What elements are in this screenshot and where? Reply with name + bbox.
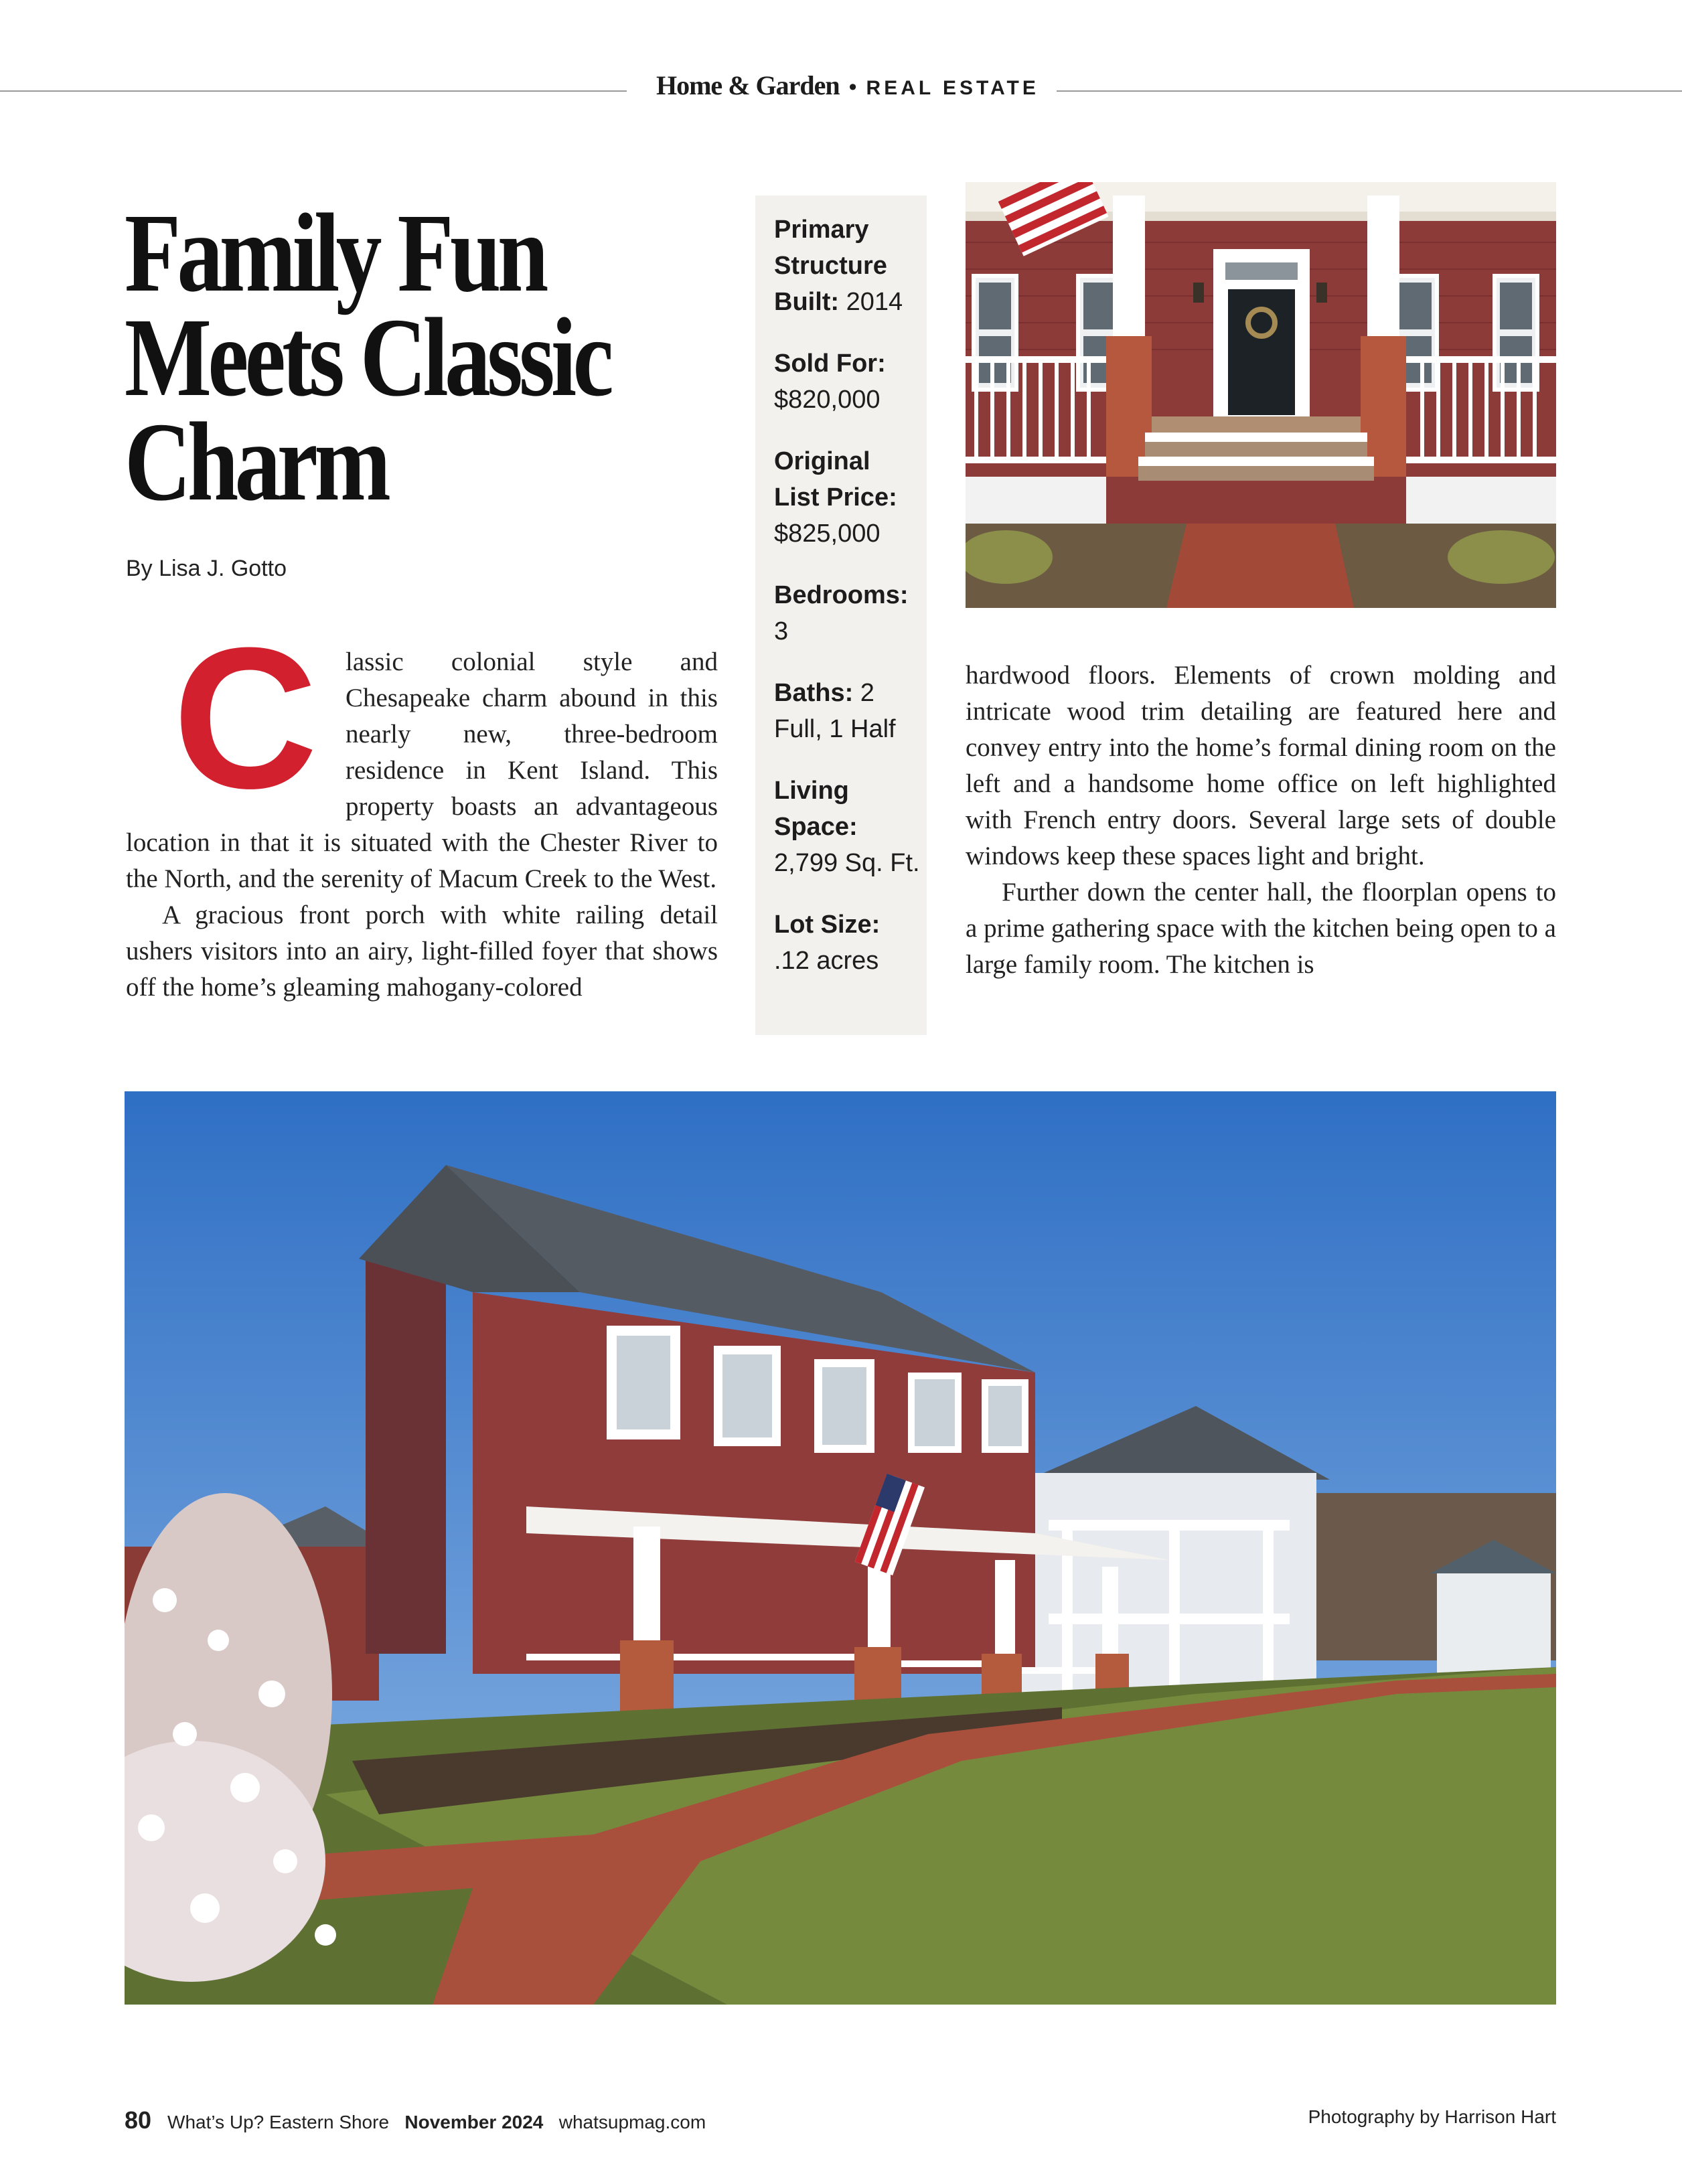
property-facts-sidebar (755, 196, 927, 1035)
section-header (656, 70, 1039, 101)
footer-left (125, 2106, 706, 2134)
fact-sold-for (774, 345, 921, 418)
fact-value: 2014 (846, 288, 903, 316)
fact-label: Living Space: (774, 777, 858, 841)
section-name: Home & Garden (656, 70, 840, 100)
fact-year-built (774, 212, 921, 320)
fact-label: Primary Structure Built: (774, 216, 887, 316)
fact-value: 2,799 Sq. Ft. (774, 849, 920, 877)
paragraph: Further down the center hall, the floorplan opens to a prime gathering space with the kitchen being open to a large family room. The kitchen is (966, 878, 1556, 979)
fact-lot-size (774, 907, 921, 979)
fact-value: $820,000 (774, 386, 881, 414)
section-category: REAL ESTATE (866, 77, 1039, 99)
title-line: Family Fun (125, 191, 545, 315)
fact-living-space (774, 773, 921, 881)
fact-value: 3 (774, 617, 789, 645)
fact-value: $825,000 (774, 520, 881, 548)
header-rule-right (1057, 90, 1682, 92)
fact-value: 2 Full, 1 Half (774, 679, 896, 743)
article-column-2 (966, 657, 1556, 983)
photo-credit: Photography by Harrison Hart (1308, 2106, 1556, 2127)
fact-label: Bedrooms: (774, 581, 909, 609)
title-line: Meets Classic (125, 295, 610, 420)
fact-label: Original List Price: (774, 447, 897, 512)
article-title (125, 191, 619, 524)
magazine-name: What’s Up? Eastern Shore (167, 2112, 390, 2132)
paragraph: hardwood floors. Elements of crown molding and intricate wood trim detailing are featured here and convey entry into the home’s formal dining room on the left and a handsome home office on left highlighted with French entry doors. Several large sets of double windows keep these spaces light and bright. (966, 661, 1556, 870)
article-column-1 (126, 605, 718, 1006)
paragraph: lassic colonial style and Chesapeake charm abound in this nearly new, three-bedroom residence in Kent Island. This property boasts an advantageous location in that it is situated with the Chester River to the North, and the serenity of Macum Creek to the West. (126, 647, 718, 893)
drop-cap (126, 605, 346, 830)
header-separator: • (848, 74, 857, 100)
fact-bedrooms (774, 577, 921, 649)
drop-cap-letter: C (173, 605, 318, 830)
page-number: 80 (125, 2106, 152, 2134)
fact-baths (774, 675, 921, 747)
fact-label: Baths: (774, 679, 854, 707)
byline: By Lisa J. Gotto (126, 556, 287, 581)
header-rule-left (0, 90, 627, 92)
fact-label: Lot Size: (774, 911, 881, 939)
title-line: Charm (125, 400, 388, 524)
website: whatsupmag.com (558, 2112, 706, 2132)
fact-label: Sold For: (774, 349, 886, 378)
issue-date: November 2024 (404, 2112, 544, 2132)
paragraph: A gracious front porch with white railing detail ushers visitors into an airy, light-filled foyer that shows off the home’s gleaming mahogany-colored (126, 901, 718, 1002)
fact-value: .12 acres (774, 947, 879, 975)
front-porch-photo (966, 182, 1556, 608)
fact-list-price (774, 443, 921, 552)
house-exterior-photo (125, 1091, 1556, 2005)
